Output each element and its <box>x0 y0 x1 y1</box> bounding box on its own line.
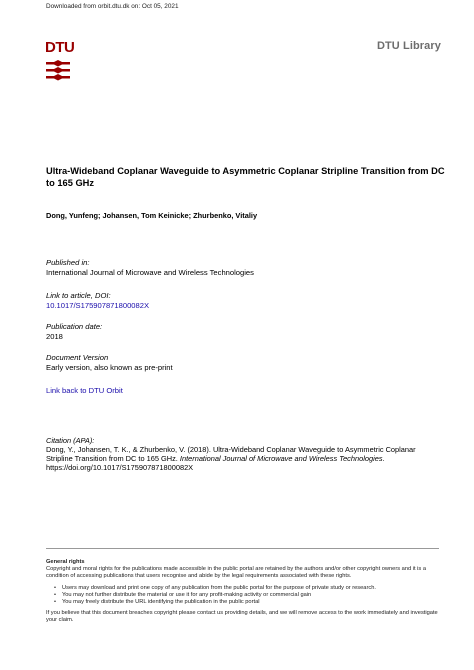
list-item: • You may not further distribute the material or use it for any profit-making activity or commercial gain <box>54 592 441 599</box>
citation-doi: . https://doi.org/10.1017/S175907871800082X <box>46 454 385 472</box>
document-version-label: Document Version <box>46 353 109 362</box>
general-rights-heading: General rights <box>46 559 85 565</box>
doi-block <box>46 291 149 311</box>
general-rights-intro: Copyright and moral rights for the publications made accessible in the public portal are retained by the authors and/or other copyright owners and it is a condition of accessing publications that users recognise and abide by the legal requirements associated with these rights. <box>46 566 427 580</box>
doi-label: Link to article, DOI: <box>46 291 111 300</box>
list-item: • Users may download and print one copy of any publication from the public portal for the purpose of private study or research. <box>54 585 441 592</box>
published-in-value: International Journal of Microwave and Wireless Technologies <box>46 267 254 277</box>
dtu-logo-text: DTU <box>45 39 75 56</box>
citation-block <box>46 436 441 472</box>
citation-text: Dong, Y., Johansen, T. K., & Zhurbenko, V. (2018). Ultra-Wideband Coplanar Waveguide to Asymmetric Coplanar Stripline Transition from DC to 165 GHz. <box>46 445 416 463</box>
citation-label: Citation (APA): <box>46 436 95 445</box>
rights-list <box>46 585 441 607</box>
general-rights-closing: If you believe that this document breaches copyright please contact us providing details, and we will remove access to the work immediately and investigate your claim. <box>46 610 438 624</box>
publication-date-value: 2018 <box>46 331 63 341</box>
divider <box>46 548 439 549</box>
dtu-logo <box>45 40 75 82</box>
download-note: Downloaded from orbit.dtu.dk on: Oct 05, 2021 <box>46 3 179 10</box>
dtu-logo-mark-icon <box>45 60 75 82</box>
document-version-value: Early version, also known as pre-print <box>46 362 173 372</box>
general-rights <box>46 559 441 625</box>
published-in <box>46 258 254 278</box>
publication-date-label: Publication date: <box>46 322 103 331</box>
dtu-library-label: DTU Library <box>376 40 441 52</box>
dtu-orbit-link[interactable]: Link back to DTU Orbit <box>46 386 123 395</box>
published-in-label: Published in: <box>46 258 90 267</box>
list-item: • You may freely distribute the URL identifying the publication in the public portal <box>54 599 441 606</box>
citation-journal: International Journal of Microwave and Wireless Technologies <box>179 454 383 463</box>
paper-title: Ultra-Wideband Coplanar Waveguide to Asymmetric Coplanar Stripline Transition from DC to 165 GHz <box>46 166 445 188</box>
doi-link[interactable]: 10.1017/S175907871800082X <box>46 300 150 310</box>
paper-authors: Dong, Yunfeng; Johansen, Tom Keinicke; Zhurbenko, Vitaliy <box>46 211 258 220</box>
publication-date <box>46 322 102 342</box>
document-version <box>46 353 173 373</box>
